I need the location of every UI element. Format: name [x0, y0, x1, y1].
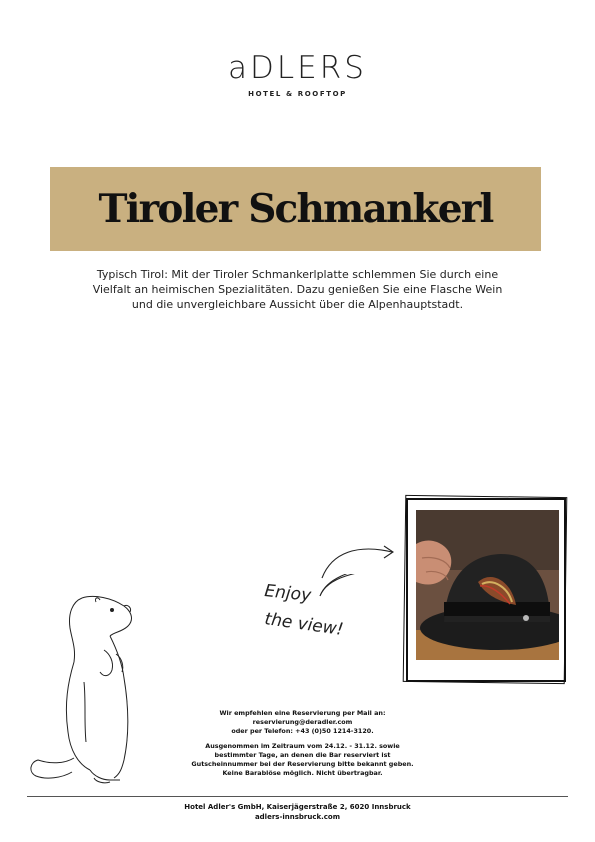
logo-wordmark: aDLERS: [228, 50, 367, 86]
handwriting-line-1: Enjoy: [263, 581, 313, 606]
arrow-icon: [318, 540, 398, 580]
footer-divider: [27, 796, 568, 797]
reservation-note: bestimmter Tage, an denen die Bar reserviert ist: [214, 751, 391, 759]
footer-website[interactable]: adlers-innsbruck.com: [254, 813, 341, 821]
reservation-line: Wir empfehlen eine Reservierung per Mail an:: [219, 709, 386, 717]
hotel-logo: [0, 50, 595, 98]
reservation-note: Keine Barablöse möglich. Nicht übertragbar.: [222, 769, 383, 777]
page-title: Tiroler Schmankerl: [98, 186, 493, 232]
intro-line: Typisch Tirol: Mit der Tiroler Schmankerlplatte schlemmen Sie durch eine: [96, 268, 499, 281]
intro-paragraph: [60, 267, 535, 312]
title-banner: [50, 167, 541, 251]
intro-line: und die unvergleichbare Aussicht über die Alpenhauptstadt.: [131, 298, 464, 311]
reservation-email[interactable]: reservierung@deradler.com: [252, 718, 353, 726]
marmot-illustration: [24, 592, 144, 787]
hat-photo: [416, 510, 559, 660]
reservation-note: Gutscheinnummer bei der Reservierung bitte bekannt geben.: [191, 760, 414, 768]
page-footer: [0, 802, 595, 822]
reservation-phone[interactable]: oder per Telefon: +43 (0)50 1214-3120.: [231, 727, 374, 735]
polaroid-photo-frame: [406, 498, 566, 682]
logo-subtitle: HOTEL & ROOFTOP: [248, 90, 347, 98]
handwriting-line-2: the view!: [263, 609, 345, 640]
reservation-note: Ausgenommen im Zeitraum vom 24.12. - 31.12. sowie: [205, 742, 400, 750]
enjoy-the-view-handwriting: [258, 574, 368, 644]
reservation-info: [170, 709, 435, 778]
footer-address: Hotel Adler's GmbH, Kaiserjägerstraße 2, 6020 Innsbruck: [184, 803, 411, 811]
intro-line: Vielfalt an heimischen Spezialitäten. Dazu genießen Sie eine Flasche Wein: [92, 283, 503, 296]
